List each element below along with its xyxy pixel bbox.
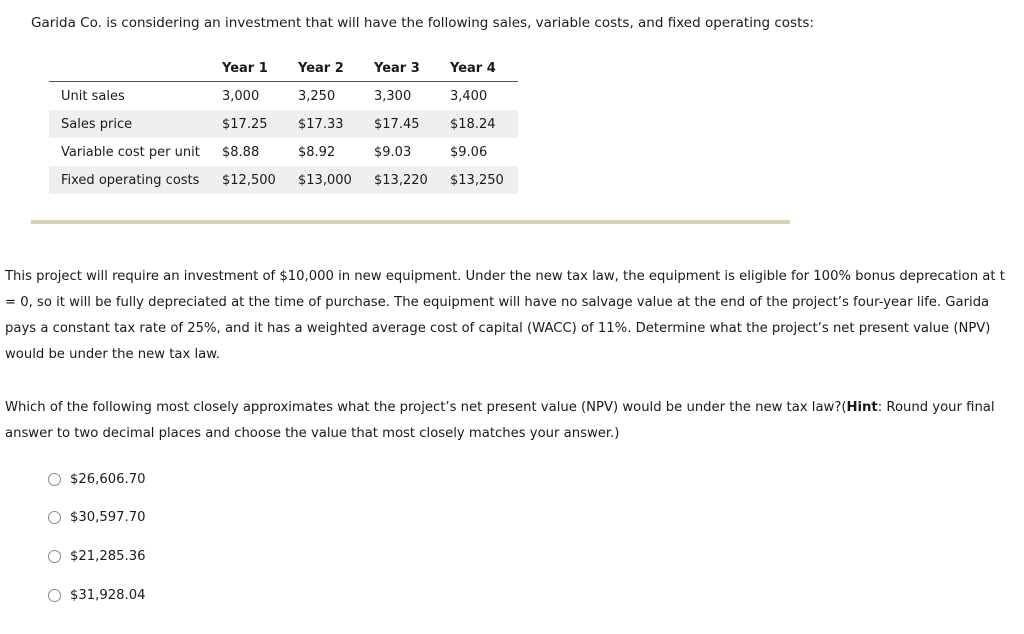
problem-description: This project will require an investment of $10,000 in new equipment. Under the new tax law, the equipment is eligible for 100% bonus deprecation at t = 0, so it will be fully depreciated at the time of purchase. The equipment will have no salvage value at the end of the project’s four-year life. Garida pays a constant tax rate of 25%, and it has a weighted average cost of capital (WACC) of 11%. Determine what the project’s net present value (NPV) would be under the new tax law. <box>5 269 1005 362</box>
table-cell: $13,000 <box>298 166 374 194</box>
header-year-1: Year 1 <box>222 55 298 82</box>
row-label: Fixed operating costs <box>49 166 222 194</box>
hint-label: Hint <box>846 400 878 415</box>
table-row <box>49 110 518 138</box>
row-label: Unit sales <box>61 88 125 104</box>
question-text <box>5 395 1005 447</box>
table-cell: $17.25 <box>222 110 298 138</box>
table-row <box>49 82 518 111</box>
header-year-4: Year 4 <box>450 55 518 82</box>
table-cell: $17.45 <box>374 110 450 138</box>
table-cell: $18.24 <box>450 110 518 138</box>
answer-option-3[interactable] <box>48 544 146 568</box>
option-label: $26,606.70 <box>70 471 146 487</box>
header-year-3: Year 3 <box>374 55 450 82</box>
cost-table <box>49 55 518 194</box>
table-cell: 3,300 <box>374 88 412 104</box>
table-cell: $9.03 <box>374 144 412 160</box>
section-divider <box>31 220 790 224</box>
header-year-2: Year 2 <box>298 55 374 82</box>
table-row <box>49 166 518 194</box>
answer-option-1[interactable] <box>48 467 146 491</box>
row-label: Sales price <box>49 110 222 138</box>
option-label: $31,928.04 <box>70 587 146 603</box>
row-label: Variable cost per unit <box>61 144 200 160</box>
table-cell: $8.92 <box>298 144 336 160</box>
table-cell: 3,400 <box>450 88 488 104</box>
intro-text: Garida Co. is considering an investment that will have the following sales, variable costs, and fixed operating costs: <box>31 15 814 31</box>
table-cell: $13,250 <box>450 166 518 194</box>
table-cell: 3,250 <box>298 88 336 104</box>
option-label: $21,285.36 <box>70 548 146 564</box>
radio-button[interactable] <box>48 473 61 486</box>
answer-option-4[interactable] <box>48 583 146 607</box>
table-header-blank <box>49 55 222 82</box>
question-text-end: : Round your final answer to two decimal places and choose the value that most closely matches your answer.) <box>5 400 995 441</box>
table-row <box>49 138 518 166</box>
table-cell: $13,220 <box>374 166 450 194</box>
table-header-row <box>49 55 518 82</box>
option-label: $30,597.70 <box>70 510 146 526</box>
answer-option-2[interactable] <box>48 506 146 530</box>
table-cell: $17.33 <box>298 110 374 138</box>
radio-button[interactable] <box>48 550 61 563</box>
table-cell: 3,000 <box>222 88 260 104</box>
table-cell: $12,500 <box>222 166 298 194</box>
table-cell: $9.06 <box>450 144 488 160</box>
table-cell: $8.88 <box>222 144 260 160</box>
question-text-start: Which of the following most closely approximates what the project’s net present value (NPV) would be under the new tax law?( <box>5 400 847 415</box>
radio-button[interactable] <box>48 589 61 602</box>
radio-button[interactable] <box>48 511 61 524</box>
answer-options <box>48 467 146 622</box>
